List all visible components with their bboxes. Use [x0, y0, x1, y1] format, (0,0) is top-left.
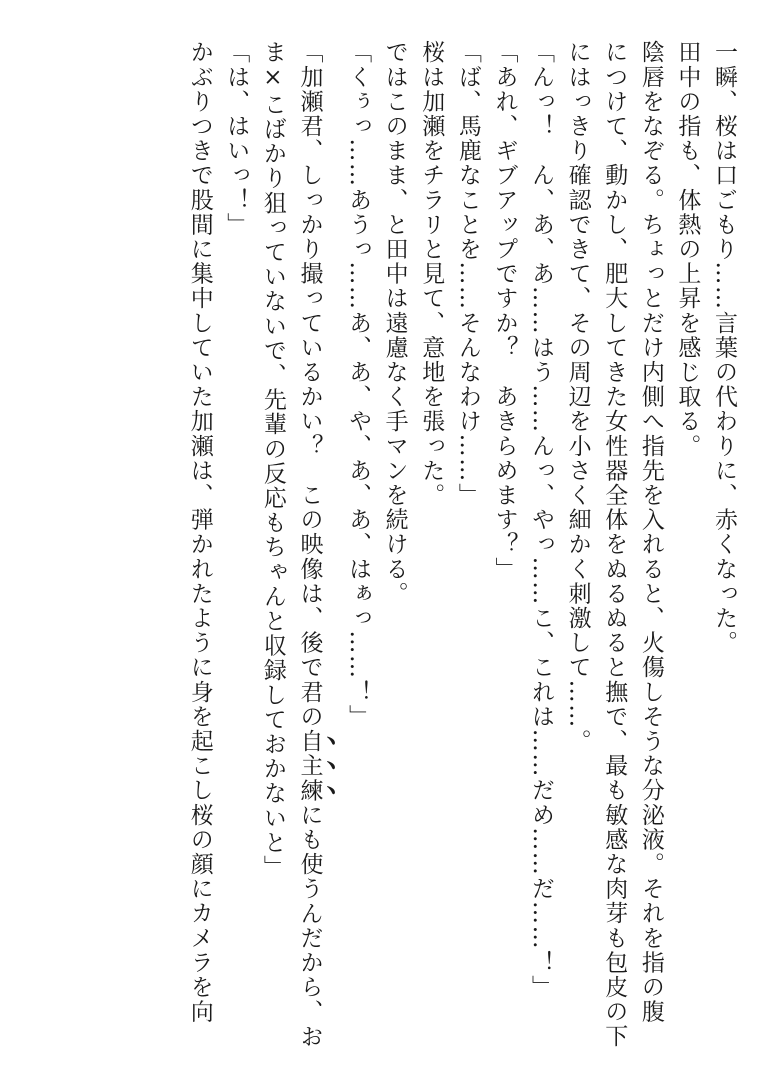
text-line-10: ではこのまま、と田中は遠慮なく手マンを続ける。: [381, 40, 408, 606]
text-line-13: ま×こばかり狙っていないで、先輩の反応もちゃんと収録しておかないと」: [259, 40, 286, 880]
text-line-5: にはっきり確認できて、その周辺を小さく細かく刺激して……。: [564, 40, 591, 754]
text-line-1: 一瞬、桜は口ごもり……言葉の代わりに、赤くなった。: [711, 40, 737, 655]
vertical-text-body: [181, 40, 742, 1050]
text-line-15: かぶりつきで股間に集中していた加瀬は、弾かれたように身を起こし桜の顔にカメラを向: [186, 40, 213, 1024]
text-line-14: 「は、はいっ！」: [223, 40, 250, 237]
emphasized-word: 自主練: [296, 728, 323, 803]
text-line-12: [291, 40, 340, 1050]
text-line-6: 「んっ！ ん、あ、あ……はう……んっ、やっ……こ、これは……だめ……だ……！」: [528, 40, 555, 1000]
text-line-8: 「ば、馬鹿なことを……そんなわけ……」: [454, 40, 481, 508]
text-line-3: 陰唇をなぞる。ちょっとだけ内側へ指先を入れると、火傷しそうな分泌液。それを指の腹: [637, 40, 664, 1024]
text-line-4: につけて、動かし、肥大してきた女性器全体をぬるぬると撫で、最も敏感な肉芽も包皮の下: [601, 40, 628, 1049]
text-line-12-part-a: 「加瀬君、しっかり撮っているかい？ この映像は、後で君の: [296, 40, 323, 729]
text-line-11: 「くぅっ……あうっ……あ、あ、や、あ、あ、はぁっ……！」: [345, 40, 372, 729]
text-line-9: 桜は加瀬をチラリと見て、意地を張った。: [418, 40, 445, 508]
text-line-12-part-b: にも使うんだから、お: [296, 802, 323, 1049]
text-line-2: 田中の指も、体熱の上昇を感じ取る。: [674, 40, 701, 459]
text-line-7: 「あれ、ギブアップですか？ あきらめます？」: [491, 40, 518, 582]
